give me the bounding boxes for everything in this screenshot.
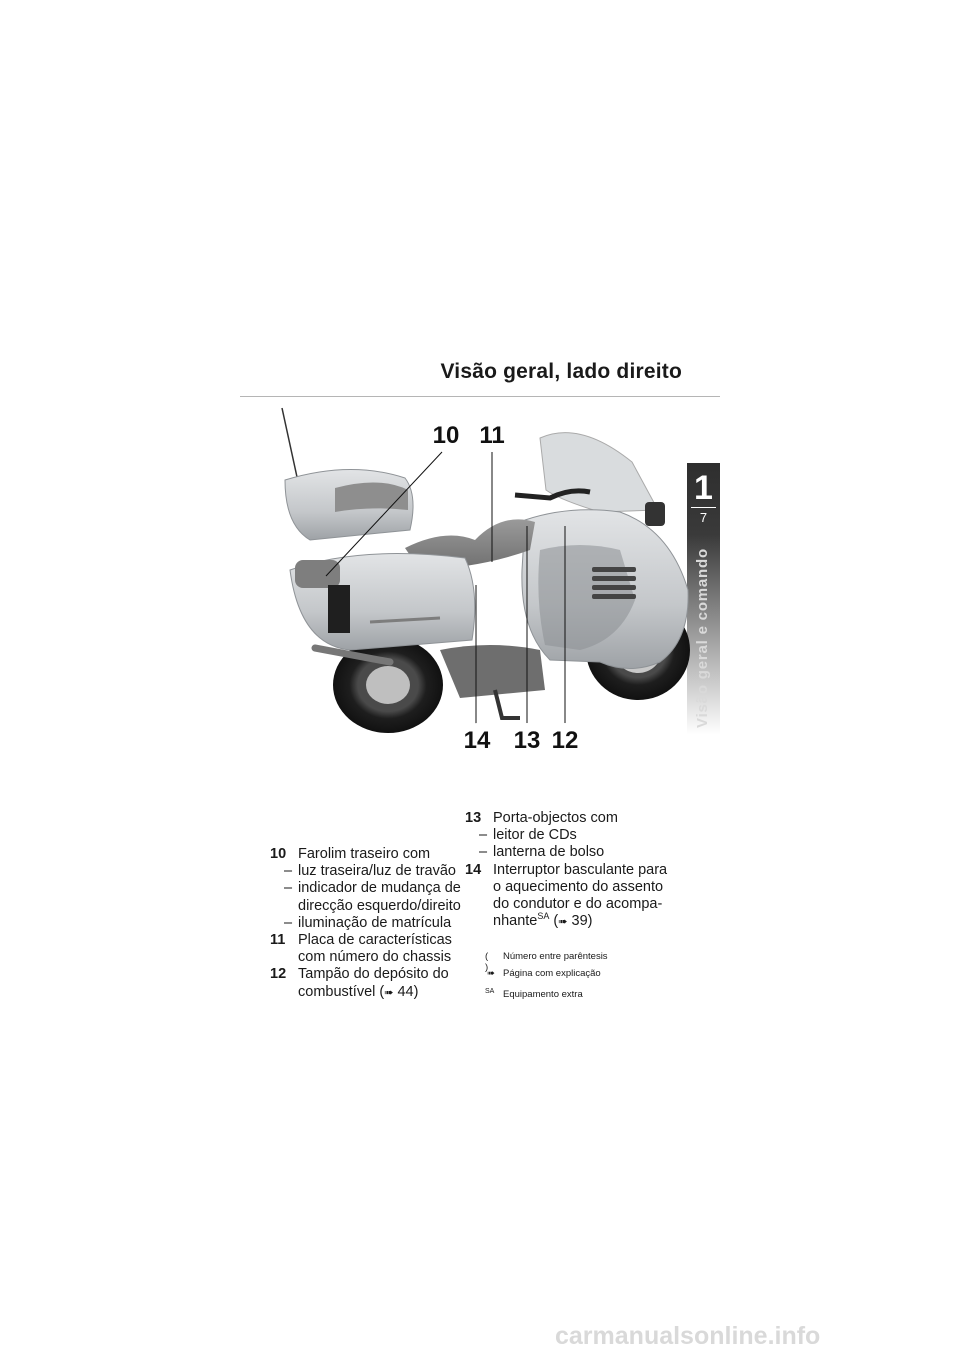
legend-subitem-text: lanterna de bolso [493,844,605,861]
legend-item-text: Farolim traseiro com [298,846,431,862]
sa-superscript: SA [537,911,550,922]
legend-left-column [270,846,465,1002]
legend-subitem-text: indicador de mudança de [298,880,461,897]
legend-subitem-text: leitor de CDs [493,827,577,844]
legend-item-continuation [270,949,465,966]
legend-subitem [465,844,685,861]
chapter-number: 1 [694,469,713,507]
dash-bullet: – [284,914,293,931]
page-ref-arrow-icon: ➠ [558,916,568,929]
callout-13-label: 13 [513,727,541,754]
license-plate [328,585,350,633]
windscreen [540,433,658,512]
dash-bullet: – [479,827,488,844]
legend-item-text: Porta-objectos com [493,810,618,826]
legend-subitem [465,827,685,844]
page-reference: 39) [571,913,593,930]
watermark: carmanualsonline.info [555,1322,821,1350]
legend-item-number: 11 [270,932,286,949]
legend-subitem-text: direcção esquerdo/direito [298,897,461,914]
callout-14-label: 14 [463,727,491,754]
callout-12 [548,723,582,757]
sa-symbol: SA [485,988,495,995]
legend-item-13 [465,810,685,827]
dash-bullet: – [479,844,488,861]
legend-item-number: 12 [270,966,287,983]
dash-bullet: – [284,863,293,880]
legend-right-column [465,810,685,931]
legend-subitem-text: iluminação de matrícula [298,914,452,931]
callout-11-label: 11 [479,422,505,449]
legend-subitem [270,863,465,880]
legend-item-continuation [270,984,465,1002]
arrow-icon: ➠ [487,968,495,979]
dash-bullet: – [284,880,293,897]
legend-item-continuation [465,896,685,913]
legend-item-continuation [465,879,685,896]
page-ref-arrow-icon: ➠ [384,986,394,999]
parentheses-symbol: ( ) [485,951,489,973]
chapter-side-label: Visão geral e comando [694,548,711,728]
legend-item-number: 14 [465,861,482,878]
key-text: Número entre parêntesis [503,951,608,962]
page-number: 7 [699,510,708,525]
legend-subitem-text: luz traseira/luz de travão [298,863,456,880]
callout-13 [510,723,544,757]
tail-light [295,560,340,588]
key-text: Página com explicação [503,968,601,979]
legend-item-text: nhante [493,913,538,930]
callout-11 [475,418,509,452]
legend-item-10 [270,846,465,863]
legend-item-continuation: nhante$^{SA}$ (➠ 39) [493,911,593,930]
callout-12-label: 12 [551,727,579,754]
legend-item-text: Tampão do depósito do [298,966,449,983]
page-reference: 44) [397,983,419,1000]
motorcycle-photo [240,400,720,770]
legend-item-text: o aquecimento do assento [493,878,664,895]
callout-10 [429,418,463,452]
legend-item-number: 10 [270,846,287,862]
legend-item-text: Placa de características [298,932,452,949]
legend-item-11 [270,932,465,949]
engine [440,645,545,698]
callout-14 [460,723,494,757]
legend-item-12 [270,966,465,983]
key-text: Equipamento extra [503,989,583,1000]
legend-item-14 [465,862,685,879]
legend-subitem [270,880,465,897]
legend-item-text: Interruptor basculante para [493,861,668,878]
legend-subitem [270,915,465,932]
legend-item-text: combustível ( [298,983,385,1000]
callout-10-label: 10 [432,422,460,449]
title-divider [240,396,720,397]
mirror [645,502,665,526]
legend-item-text: do condutor e do acompa- [493,896,663,913]
legend-item-number: 13 [465,810,482,826]
legend-subitem-continuation [270,898,465,915]
page-title: Visão geral, lado direito [440,360,682,383]
legend-item-text: com número do chassis [298,949,452,966]
